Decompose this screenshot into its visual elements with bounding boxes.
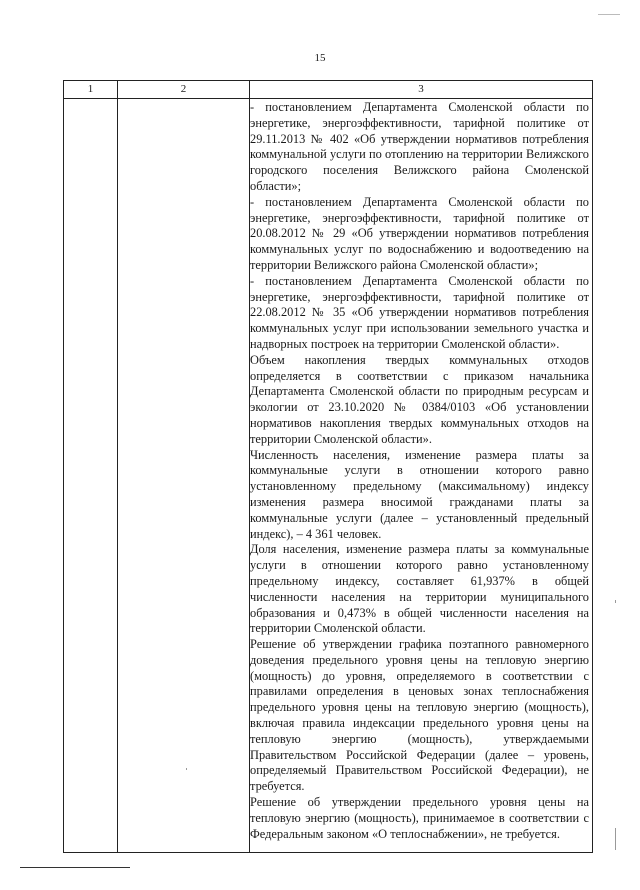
document-table <box>63 80 593 853</box>
scan-speck <box>615 600 616 603</box>
column-3-content <box>250 100 589 842</box>
paragraph-population-count: Численность населения, изменение размера платы за коммунальные услуги в отношении которого равно установленному предельному (максимальному) индексу изменения размера вносимой гражданами платы за коммунальные услуги (далее – установленный предельный индекс), – 4 361 человек. <box>250 447 589 541</box>
column-header-2: 2 <box>180 83 187 95</box>
table-header-row <box>64 81 592 99</box>
paragraph-heat-price-limit: Решение об утверждении предельного уровня цены на тепловую энергию (мощность), принимаемое в соответствии с Федеральным законом «О теплоснабжении», не требуется. <box>250 795 589 841</box>
column-header-3: 3 <box>418 83 424 95</box>
column-header-1: 1 <box>87 83 94 95</box>
column-divider <box>117 81 118 852</box>
paragraph-population-share: Доля населения, изменение размера платы за коммунальные услуги в отношении которого равно установленному предельному индексу, составляет 61,937% в общей численности населения на территории муниципального образования и 0,473% в общей численности населения на территории Смоленской области. <box>250 542 589 636</box>
page-number: 15 <box>314 52 326 64</box>
paragraph-heat-price-schedule: Решение об утверждении графика поэтапного равномерного доведения предельного уровня цены на тепловую энергию (мощность) до уровня, определяемого в соответствии с правилами определения в ценовых зонах теплоснабжения предельного уровня цены на тепловую энергию (мощность), включая правила индексации предельного уровня цены на тепловую энергию (мощность), утверждаемыми Правительством Российской Федерации (далее – уровень, определяемый Правительством Российской Федерации), не требуется. <box>250 637 589 794</box>
scan-speck <box>615 828 616 850</box>
footer-rule <box>20 867 130 868</box>
paragraph-waste-volume: Объем накопления твердых коммунальных отходов определяется в соответствии с приказом начальника Департамента Смоленской области по природным ресурсам и экологии от 23.10.2020 № 0384/0103 «Об установлении нормативов накопления твердых коммунальных отходов на территории Смоленской области». <box>250 352 589 446</box>
paragraph-resolution-29: - постановлением Департамента Смоленской области по энергетике, энергоэффективности, тарифной политике от 20.08.2012 № 29 «Об утверждении нормативов потребления коммунальных услуг по водоснабжению и водоотведению на территории Велижского района Смоленской области»; <box>250 194 589 272</box>
paragraph-resolution-35: - постановлением Департамента Смоленской области по энергетике, энергоэффективности, тарифной политике от 22.08.2012 № 35 «Об утверждении нормативов потребления коммунальных услуг при использовании земельного участка и надворных построек на территории Смоленской области». <box>250 273 589 351</box>
scan-speck <box>186 768 187 770</box>
scan-mark <box>598 14 620 15</box>
paragraph-resolution-402: - постановлением Департамента Смоленской области по энергетике, энергоэффективности, тарифной политике от 29.11.2013 № 402 «Об утверждении нормативов потребления коммунальной услуги по отоплению на территории Велижского городского поселения Велижского района Смоленской области»; <box>250 100 589 193</box>
